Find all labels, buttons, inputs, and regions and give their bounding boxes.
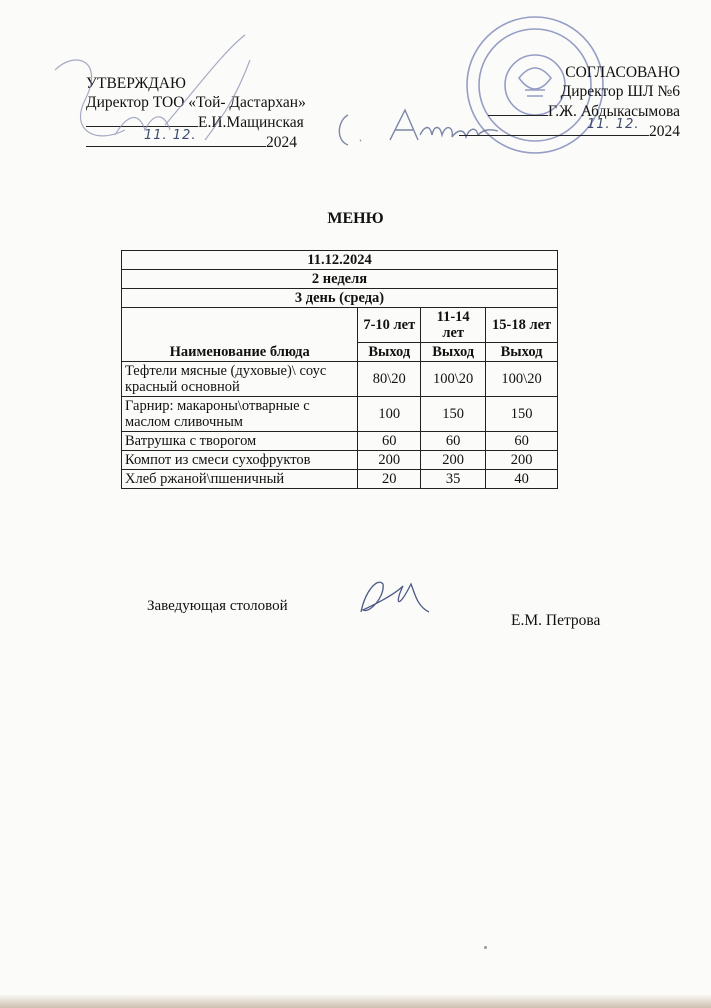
approve-year: 2024 — [266, 134, 297, 151]
portion-value: 20 — [358, 470, 421, 489]
output-header: Выход — [486, 343, 558, 362]
approval-block — [86, 74, 346, 152]
menu-day: 3 день (среда) — [122, 289, 558, 308]
date-line — [86, 128, 206, 147]
scan-speck — [484, 946, 487, 949]
age-group-header: 7-10 лет — [358, 308, 421, 343]
dish-name: Гарнир: макароны\отварные с маслом сливочным — [122, 397, 358, 432]
menu-week: 2 неделя — [122, 270, 558, 289]
menu-date: 11.12.2024 — [122, 251, 558, 270]
menu-title: МЕНЮ — [327, 210, 384, 227]
portion-value: 200 — [421, 451, 486, 470]
approve-title: УТВЕРЖДАЮ — [86, 75, 186, 92]
dish-name: Компот из смеси сухофруктов — [122, 451, 358, 470]
canteen-manager-name: Е.М. Петрова — [511, 612, 601, 629]
portion-value: 100\20 — [421, 362, 486, 397]
agree-title: СОГЛАСОВАНО — [565, 64, 680, 81]
approve-name: Е.И.Мащинская — [198, 114, 304, 131]
age-group-header: 15-18 лет — [486, 308, 558, 343]
output-header: Выход — [421, 343, 486, 362]
dish-name: Ватрушка с творогом — [122, 432, 358, 451]
signature-line — [488, 101, 548, 116]
age-group-header: 11-14 лет — [421, 308, 486, 343]
canteen-manager-role: Заведующая столовой — [147, 598, 288, 614]
portion-value: 100 — [358, 397, 421, 432]
portion-value: 80\20 — [358, 362, 421, 397]
dish-name-header: Наименование блюда — [122, 343, 358, 362]
portion-value: 60 — [358, 432, 421, 451]
approve-position: Директор ТОО «Той- Дастархан» — [86, 94, 306, 111]
manager-signature — [355, 572, 435, 622]
table-row — [122, 362, 558, 397]
dish-name: Тефтели мясные (духовые)\ соус красный основной — [122, 362, 358, 397]
dish-name: Хлеб ржаной\пшеничный — [122, 470, 358, 489]
agree-position: Директор ШЛ №6 — [560, 83, 680, 100]
portion-value: 100\20 — [486, 362, 558, 397]
portion-value: 150 — [421, 397, 486, 432]
signature-line — [86, 112, 198, 127]
agreement-block — [440, 63, 680, 141]
table-row — [122, 397, 558, 432]
scan-edge — [0, 994, 711, 1008]
portion-value: 150 — [486, 397, 558, 432]
portion-value: 200 — [358, 451, 421, 470]
date-line — [206, 132, 266, 147]
table-row — [122, 451, 558, 470]
portion-value: 200 — [486, 451, 558, 470]
output-header: Выход — [358, 343, 421, 362]
approve-date-hand: 11. 12. — [144, 128, 197, 143]
portion-value: 40 — [486, 470, 558, 489]
portion-value: 60 — [486, 432, 558, 451]
portion-value: 60 — [421, 432, 486, 451]
agree-year: 2024 — [649, 123, 680, 140]
portion-value: 35 — [421, 470, 486, 489]
agree-name: Г.Ж. Абдыкасымова — [548, 103, 680, 120]
date-line — [459, 117, 649, 136]
table-row — [122, 470, 558, 489]
menu-table — [121, 250, 558, 489]
agree-date-hand: 11. 12. — [587, 117, 640, 132]
table-row — [122, 432, 558, 451]
